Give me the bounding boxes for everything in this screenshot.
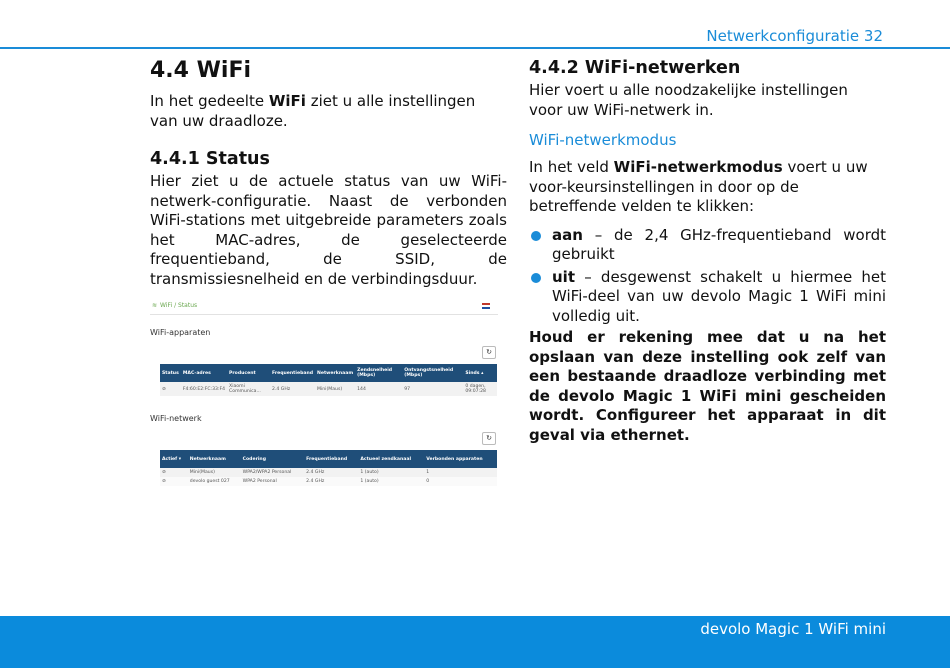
table-cell: 1 (auto): [358, 468, 424, 477]
table-cell: 1 (auto): [358, 477, 424, 486]
refresh-icon: ↻: [482, 432, 496, 445]
column-header: Sinds ▴: [463, 364, 497, 382]
table-cell: 144: [355, 382, 402, 396]
table-row: [160, 477, 497, 486]
column-header: Frequentieband: [270, 364, 315, 382]
table-cell: devolo guest 027: [188, 477, 241, 486]
table-cell: Xiaomi Communica...: [227, 382, 270, 396]
wifi-icon: ≋: [152, 302, 158, 309]
intro-paragraph: In het gedeelte WiFi ziet u alle instellingen van uw draadloze.: [150, 92, 476, 130]
column-header: Zendsnelheid (Mbps): [355, 364, 402, 382]
language-flag-icon: [482, 303, 490, 309]
table-header: [160, 450, 497, 468]
status-paragraph: Hier ziet u de actuele status van uw WiFi-netwerk-configuratie. Naast de verbonden WiFi-stations met uitgebreide parameters zoals het MAC-adres, de geselecteerde frequentieband, de SSID, de transmissiesnelheid en de verbindingsduur.: [150, 172, 507, 288]
refresh-icon: ↻: [482, 346, 496, 359]
heading-status: 4.4.1 Status: [150, 149, 270, 169]
column-header: Actief ▾: [160, 450, 188, 468]
column-header: Producent: [227, 364, 270, 382]
table-cell: WPA2/WPA2 Personal: [241, 468, 304, 477]
section-wifi-devices: WiFi-apparaten: [150, 328, 211, 337]
column-header: Verbonden apparaten: [424, 450, 497, 468]
heading-network-mode: WiFi-netwerkmodus: [529, 131, 677, 149]
bullet-icon: [531, 231, 541, 241]
column-header: Frequentieband: [304, 450, 358, 468]
section-wifi-network: WiFi-netwerk: [150, 414, 202, 423]
column-header: Status: [160, 364, 181, 382]
table-cell: ⊘: [160, 477, 188, 486]
column-header: Netwerknaam: [315, 364, 355, 382]
table-cell: WPA2 Personal: [241, 477, 304, 486]
divider: [150, 314, 498, 315]
status-screenshot: [150, 302, 498, 494]
heading-wifi-networks: 4.4.2 WiFi-netwerken: [529, 58, 741, 78]
list-item: aan – de 2,4 GHz-frequentieband wordt gebruikt: [529, 226, 886, 265]
table-cell: F4:60:E2:FC:33:F4: [181, 382, 227, 396]
devices-table: [160, 364, 497, 396]
table-cell: 2.4 GHz: [270, 382, 315, 396]
footer-product-name: devolo Magic 1 WiFi mini: [700, 620, 886, 638]
table-cell: 97: [402, 382, 463, 396]
networks-paragraph: Hier voert u alle noodzakelijke instellingen voor uw WiFi-netwerk in.: [529, 81, 848, 119]
column-header: MAC-adres: [181, 364, 227, 382]
list-item: uit – desgewenst schakelt u hiermee het WiFi-deel van uw devolo Magic 1 WiFi mini volledig uit.: [529, 268, 886, 327]
left-column: [150, 58, 507, 494]
right-column: [529, 58, 886, 445]
table-cell: 0 dagen, 09:07:28: [463, 382, 497, 396]
table-row: [160, 382, 497, 396]
table-row: [160, 468, 497, 477]
table-cell: ⊘: [160, 382, 181, 396]
heading-wifi: 4.4 WiFi: [150, 58, 252, 83]
table-cell: Mini(Maus): [188, 468, 241, 477]
table-cell: Mini(Maus): [315, 382, 355, 396]
column-header: Actueel zendkanaal: [358, 450, 424, 468]
column-header: Ontvangstsnelheid (Mbps): [402, 364, 463, 382]
warning-note: Houd er rekening mee dat u na het opslaan van deze instelling ook zelf van een bestaande draadloze verbinding met de devolo Magic 1 WiFi mini gescheiden wordt. Configureer het apparaat in dit geval via ethernet.: [529, 328, 886, 444]
table-cell: 2.4 GHz: [304, 468, 358, 477]
bullet-icon: [531, 273, 541, 283]
table-header: [160, 364, 497, 382]
column-header: Codering: [241, 450, 304, 468]
table-cell: 0: [424, 477, 497, 486]
column-header: Netwerknaam: [188, 450, 241, 468]
networks-table: [160, 450, 497, 486]
running-header: Netwerkconfiguratie 32: [706, 27, 883, 45]
table-cell: 1: [424, 468, 497, 477]
header-rule: [0, 47, 950, 49]
footer-bar: [0, 616, 950, 668]
table-cell: ⊘: [160, 468, 188, 477]
breadcrumb: ≋ WiFi / Status: [152, 302, 198, 309]
table-cell: 2.4 GHz: [304, 477, 358, 486]
mode-paragraph: In het veld WiFi-netwerkmodus voert u uw voor-keursinstellingen in door op de betreffende velden te klikken:: [529, 158, 868, 215]
